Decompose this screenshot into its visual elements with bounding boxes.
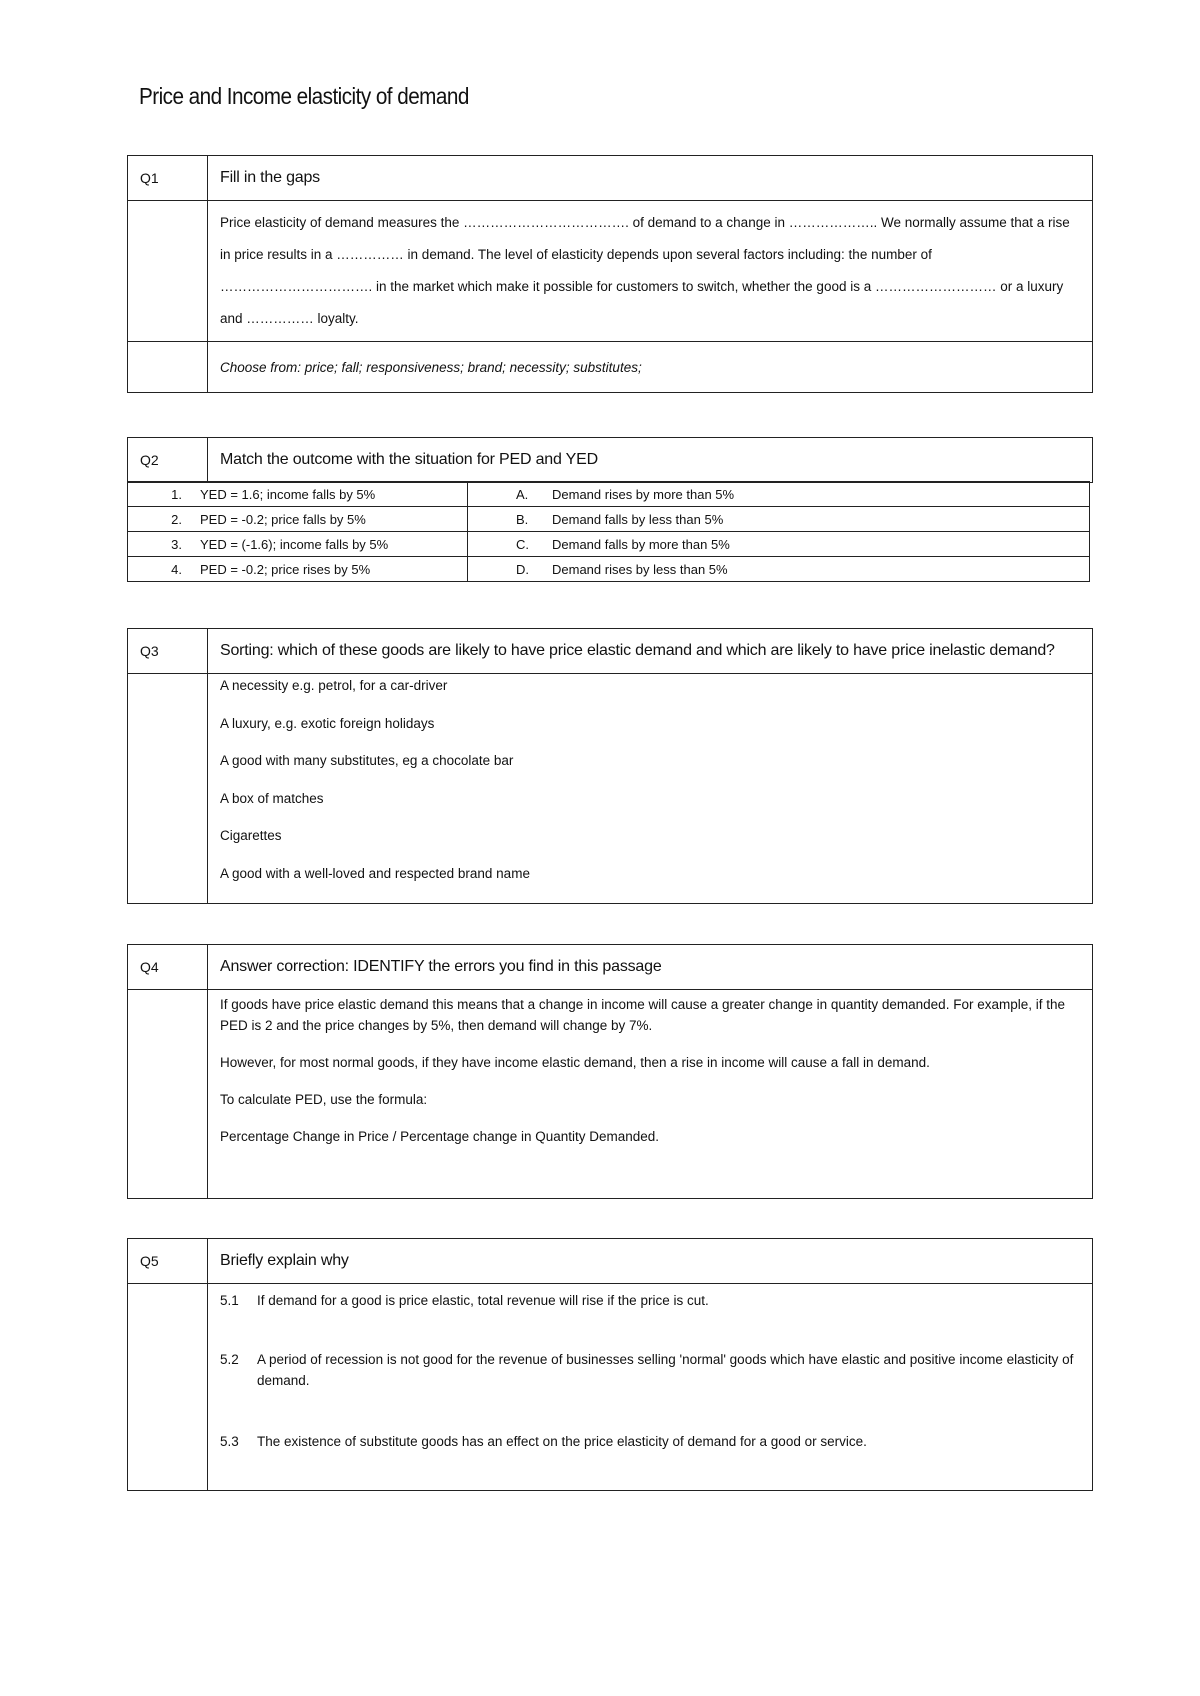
q4-paragraph: To calculate PED, use the formula:	[220, 1092, 428, 1107]
q5-item-text: A period of recession is not good for the revenue of businesses selling 'normal' goods which have elastic and positive income elasticity of demand.	[257, 1352, 1074, 1388]
q2-outcome: Demand rises by less than 5%	[552, 561, 728, 577]
q2-situation-number: 1.	[171, 486, 182, 502]
q2-outcome-letter: C.	[516, 536, 529, 552]
page-title: Price and Income elasticity of demand	[139, 83, 469, 109]
q5-item-number: 5.3	[220, 1434, 239, 1449]
q5-item-number: 5.1	[220, 1293, 239, 1308]
q3-goods-item: A necessity e.g. petrol, for a car-driver	[220, 678, 448, 693]
q2-situation-number: 3.	[171, 536, 182, 552]
q2-match-row	[128, 532, 1090, 557]
q2-situation: YED = (-1.6); income falls by 5%	[200, 536, 389, 552]
q4-passage	[208, 990, 1093, 1199]
q2-match-table	[127, 481, 1090, 582]
q5-item	[220, 1431, 1080, 1452]
q3-goods-item: Cigarettes	[220, 828, 282, 843]
q2-outcome: Demand rises by more than 5%	[552, 486, 735, 502]
q2-situation: PED = -0.2; price rises by 5%	[200, 561, 371, 577]
q3-goods-item: A box of matches	[220, 790, 324, 806]
q2-heading: Match the outcome with the situation for PED and YED	[208, 438, 1093, 483]
q5-item-text: If demand for a good is price elastic, total revenue will rise if the price is cut.	[257, 1293, 709, 1308]
q3-goods-item: A good with many substitutes, eg a chocolate bar	[220, 753, 514, 768]
q1-number: Q1	[128, 156, 208, 201]
q4-paragraph: However, for most normal goods, if they have income elastic demand, then a rise in income will cause a fall in demand.	[220, 1055, 930, 1070]
q2-outcome-letter: B.	[516, 511, 529, 527]
q4-table	[127, 944, 1093, 1199]
q5-items	[208, 1284, 1093, 1491]
q1-passage: Price elasticity of demand measures the ………………………………. of demand to a change in ……………….. We normally assume that a rise in price results in a …………… in demand. The level of elasticity depends upon several factors including: the number of ……………………………. in the market which make it possible for customers to switch, whether the good is a ……………………… or a luxury and …………… loyalty.	[220, 215, 1070, 326]
q2-outcome: Demand falls by less than 5%	[552, 511, 724, 527]
q5-item	[220, 1290, 1080, 1311]
q3-goods-list	[208, 674, 1092, 903]
q3-table	[127, 628, 1093, 904]
q5-item	[220, 1349, 1080, 1391]
q2-number: Q2	[128, 438, 208, 483]
q5-item-text: The existence of substitute goods has an effect on the price elasticity of demand for a good or service.	[257, 1434, 867, 1449]
q2-situation-number: 4.	[171, 561, 182, 577]
q5-table	[127, 1238, 1093, 1491]
q3-goods-item: A good with a well-loved and respected brand name	[220, 865, 530, 881]
q4-paragraph: Percentage Change in Price / Percentage change in Quantity Demanded.	[220, 1129, 660, 1144]
q2-match-row	[128, 507, 1090, 532]
q3-number: Q3	[128, 629, 208, 674]
q2-situation-number: 2.	[171, 511, 182, 527]
q5-item-number: 5.2	[220, 1352, 239, 1367]
q2-match-row	[128, 482, 1090, 507]
q2-outcome-letter: A.	[516, 486, 529, 502]
q1-choose-from: Choose from: price; fall; responsiveness; brand; necessity; substitutes;	[208, 342, 1093, 393]
q2-situation: PED = -0.2; price falls by 5%	[200, 511, 366, 527]
q1-table	[127, 155, 1093, 393]
q3-heading: Sorting: which of these goods are likely to have price elastic demand and which are likely to have price inelastic demand?	[208, 629, 1093, 674]
q4-number: Q4	[128, 945, 208, 990]
q4-paragraph: If goods have price elastic demand this means that a change in income will cause a greater change in quantity demanded. For example, if the PED is 2 and the price changes by 5%, then demand will change by 7%.	[220, 997, 1065, 1033]
q1-heading: Fill in the gaps	[208, 156, 1093, 201]
q5-heading: Briefly explain why	[208, 1239, 1093, 1284]
q2-match-row	[128, 557, 1090, 582]
q4-heading: Answer correction: IDENTIFY the errors you find in this passage	[208, 945, 1093, 990]
q2-table	[127, 437, 1093, 483]
q2-outcome-letter: D.	[516, 561, 529, 577]
q3-goods-item: A luxury, e.g. exotic foreign holidays	[220, 715, 435, 731]
q5-number: Q5	[128, 1239, 208, 1284]
q2-situation: YED = 1.6; income falls by 5%	[200, 486, 376, 502]
q2-outcome: Demand falls by more than 5%	[552, 536, 730, 552]
